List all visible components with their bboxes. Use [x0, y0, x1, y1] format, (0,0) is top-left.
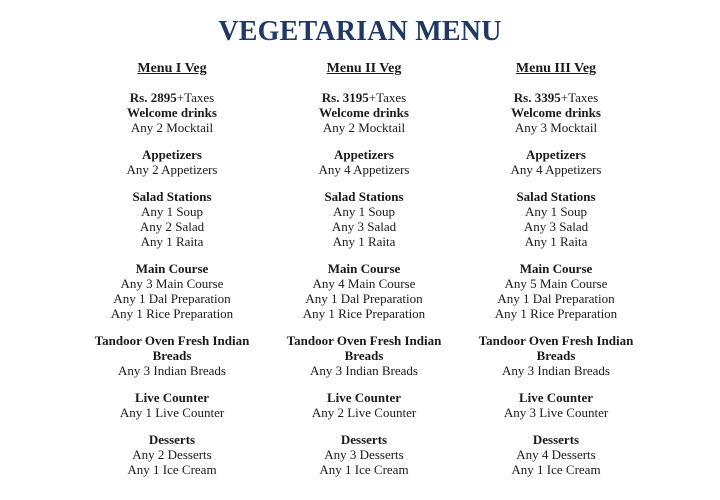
menu-item: Any 2 Mocktail: [322, 120, 406, 135]
menu-item: Any 1 Dal Preparation: [113, 291, 231, 306]
section-title: Main Course: [135, 261, 209, 276]
menu-item: Any 4 Desserts: [516, 447, 596, 462]
section-title: Salad Stations: [324, 189, 404, 204]
section-appetizers: [274, 147, 454, 177]
menu-item: Any 2 Live Counter: [311, 405, 417, 420]
section-title: Welcome drinks: [511, 105, 601, 120]
section-title: Main Course: [519, 261, 593, 276]
section-main-course: [466, 261, 646, 321]
price: Rs. 3395: [513, 90, 561, 105]
section-appetizers: [82, 147, 262, 177]
menu-heading: Menu II Veg: [326, 61, 402, 76]
menu-item: Any 1 Ice Cream: [319, 462, 409, 477]
section-title: Tandoor Oven Fresh Indian Breads: [478, 333, 634, 363]
menu-item: Any 1 Rice Preparation: [494, 306, 618, 321]
section-title: Desserts: [340, 432, 388, 447]
section-title: Live Counter: [326, 390, 402, 405]
menu-item: Any 1 Raita: [332, 234, 396, 249]
menu-item: Any 1 Raita: [524, 234, 588, 249]
menu-column-3: [466, 61, 646, 489]
section-title: Welcome drinks: [319, 105, 409, 120]
price-suffix: +Taxes: [368, 90, 407, 105]
section-salad-stations: [466, 189, 646, 249]
section-desserts: [274, 432, 454, 477]
section-desserts: [82, 432, 262, 477]
section-tandoor-breads: [466, 333, 646, 378]
menu-column-1: [82, 61, 262, 489]
menu-heading: Menu III Veg: [515, 61, 597, 76]
menu-item: Any 1 Dal Preparation: [305, 291, 423, 306]
menu-item: Any 1 Soup: [140, 204, 204, 219]
menu-item: Any 2 Desserts: [132, 447, 212, 462]
menu-item: Any 3 Desserts: [324, 447, 404, 462]
menu-item: Any 4 Main Course: [312, 276, 416, 291]
menu-item: Any 3 Mocktail: [514, 120, 598, 135]
section-welcome-drinks: [274, 105, 454, 135]
menu-item: Any 5 Main Course: [504, 276, 608, 291]
section-title: Tandoor Oven Fresh Indian Breads: [94, 333, 250, 363]
section-main-course: [274, 261, 454, 321]
section-appetizers: [466, 147, 646, 177]
menu-item: Any 1 Dal Preparation: [497, 291, 615, 306]
section-title: Desserts: [532, 432, 580, 447]
menu-item: Any 3 Salad: [523, 219, 589, 234]
menu-item: Any 3 Indian Breads: [118, 363, 226, 378]
section-live-counter: [274, 390, 454, 420]
menu-item: Any 3 Indian Breads: [310, 363, 418, 378]
price-line: [82, 90, 262, 105]
menu-item: Any 4 Appetizers: [318, 162, 410, 177]
menu-item: Any 1 Soup: [524, 204, 588, 219]
menu-item: Any 1 Live Counter: [119, 405, 225, 420]
price-line: [466, 90, 646, 105]
menu-item: Any 3 Live Counter: [503, 405, 609, 420]
section-salad-stations: [82, 189, 262, 249]
menu-item: Any 2 Salad: [139, 219, 205, 234]
menu-item: Any 3 Indian Breads: [502, 363, 610, 378]
price-suffix: +Taxes: [176, 90, 215, 105]
section-tandoor-breads: [274, 333, 454, 378]
section-title: Desserts: [148, 432, 196, 447]
menu-item: Any 1 Rice Preparation: [110, 306, 234, 321]
section-title: Main Course: [327, 261, 401, 276]
menu-item: Any 1 Ice Cream: [127, 462, 217, 477]
menu-item: Any 1 Soup: [332, 204, 396, 219]
price: Rs. 3195: [321, 90, 369, 105]
section-title: Appetizers: [142, 147, 202, 162]
section-title: Appetizers: [334, 147, 394, 162]
page-title: VEGETARIAN MENU: [218, 16, 502, 47]
menu-item: Any 1 Rice Preparation: [302, 306, 426, 321]
section-live-counter: [82, 390, 262, 420]
menu-item: Any 3 Main Course: [120, 276, 224, 291]
section-desserts: [466, 432, 646, 477]
menu-item: Any 2 Appetizers: [126, 162, 218, 177]
section-salad-stations: [274, 189, 454, 249]
section-title: Salad Stations: [132, 189, 212, 204]
section-live-counter: [466, 390, 646, 420]
section-title: Tandoor Oven Fresh Indian Breads: [286, 333, 442, 363]
price-suffix: +Taxes: [560, 90, 599, 105]
section-title: Welcome drinks: [127, 105, 217, 120]
menu-item: Any 4 Appetizers: [510, 162, 602, 177]
section-tandoor-breads: [82, 333, 262, 378]
section-main-course: [82, 261, 262, 321]
menu-item: Any 2 Mocktail: [130, 120, 214, 135]
menu-column-2: [274, 61, 454, 489]
menu-item: Any 1 Ice Cream: [511, 462, 601, 477]
section-title: Appetizers: [526, 147, 586, 162]
menu-heading: Menu I Veg: [137, 61, 207, 76]
section-title: Live Counter: [518, 390, 594, 405]
section-title: Salad Stations: [516, 189, 596, 204]
section-title: Live Counter: [134, 390, 210, 405]
menu-item: Any 3 Salad: [331, 219, 397, 234]
section-welcome-drinks: [82, 105, 262, 135]
menu-item: Any 1 Raita: [140, 234, 204, 249]
section-welcome-drinks: [466, 105, 646, 135]
price-line: [274, 90, 454, 105]
price: Rs. 2895: [129, 90, 177, 105]
